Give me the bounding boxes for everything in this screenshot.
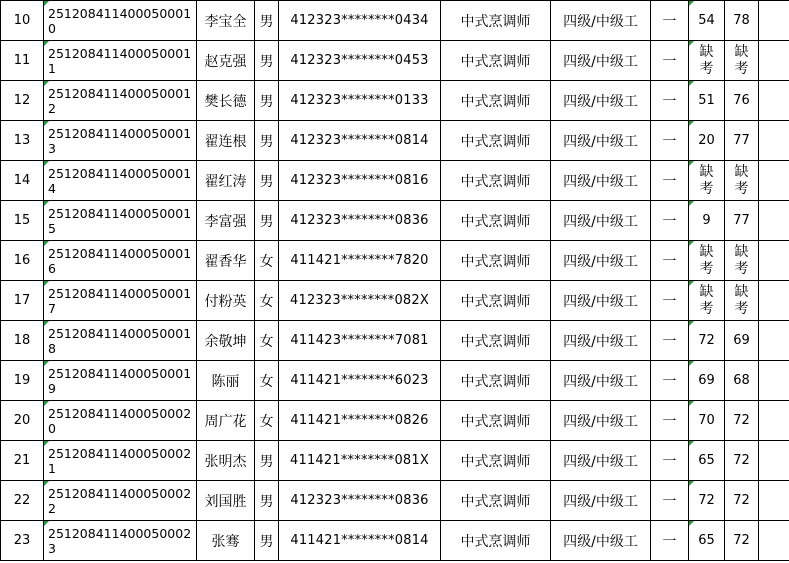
seq-cell[interactable]: 22	[1, 481, 44, 521]
id-number-cell[interactable]: 411423********7081	[279, 321, 441, 361]
gender-cell[interactable]: 男	[255, 441, 279, 481]
id-number-cell[interactable]: 412323********0816	[279, 161, 441, 201]
ticket-number-cell[interactable]: 2512084114000500021	[44, 441, 197, 481]
skill-score-cell[interactable]: 缺考	[725, 41, 759, 81]
id-number-cell[interactable]: 412323********0814	[279, 121, 441, 161]
empty-cell[interactable]	[759, 161, 789, 201]
empty-cell[interactable]	[759, 121, 789, 161]
theory-score-cell[interactable]: 69	[689, 361, 725, 401]
dash-cell[interactable]: 一	[651, 121, 689, 161]
occupation-cell[interactable]: 中式烹调师	[441, 121, 551, 161]
name-cell[interactable]: 张明杰	[197, 441, 255, 481]
id-number-cell[interactable]: 411421********0826	[279, 401, 441, 441]
table-row	[1, 401, 789, 441]
gender-cell[interactable]: 男	[255, 81, 279, 121]
level-cell[interactable]: 四级/中级工	[551, 1, 651, 41]
theory-score-cell[interactable]: 54	[689, 1, 725, 41]
seq-cell[interactable]: 23	[1, 521, 44, 561]
table-row	[1, 361, 789, 401]
empty-cell[interactable]	[759, 481, 789, 521]
name-cell[interactable]: 赵克强	[197, 41, 255, 81]
seq-cell[interactable]: 16	[1, 241, 44, 281]
empty-cell[interactable]	[759, 81, 789, 121]
dash-cell[interactable]: 一	[651, 441, 689, 481]
dash-cell[interactable]: 一	[651, 361, 689, 401]
occupation-cell[interactable]: 中式烹调师	[441, 41, 551, 81]
dash-cell[interactable]: 一	[651, 321, 689, 361]
table-row	[1, 521, 789, 561]
id-number-cell[interactable]: 412323********0133	[279, 81, 441, 121]
table-row	[1, 81, 789, 121]
seq-cell[interactable]: 17	[1, 281, 44, 321]
skill-score-cell[interactable]: 72	[725, 481, 759, 521]
gender-cell[interactable]: 男	[255, 41, 279, 81]
gender-cell[interactable]: 女	[255, 321, 279, 361]
name-cell[interactable]: 樊长德	[197, 81, 255, 121]
gender-cell[interactable]: 男	[255, 1, 279, 41]
theory-score-cell[interactable]: 20	[689, 121, 725, 161]
name-cell[interactable]: 翟红涛	[197, 161, 255, 201]
id-number-cell[interactable]: 412323********0434	[279, 1, 441, 41]
skill-score-cell[interactable]: 77	[725, 121, 759, 161]
ticket-number-cell[interactable]: 2512084114000500018	[44, 321, 197, 361]
id-number-cell[interactable]: 411421********0814	[279, 521, 441, 561]
dash-cell[interactable]: 一	[651, 401, 689, 441]
empty-cell[interactable]	[759, 321, 789, 361]
occupation-cell[interactable]: 中式烹调师	[441, 201, 551, 241]
theory-score-cell[interactable]: 缺考	[689, 241, 725, 281]
skill-score-cell[interactable]: 78	[725, 1, 759, 41]
gender-cell[interactable]: 男	[255, 121, 279, 161]
ticket-number-cell[interactable]: 2512084114000500023	[44, 521, 197, 561]
name-cell[interactable]: 付粉英	[197, 281, 255, 321]
occupation-cell[interactable]: 中式烹调师	[441, 241, 551, 281]
occupation-cell[interactable]: 中式烹调师	[441, 441, 551, 481]
ticket-number-cell[interactable]: 2512084114000500012	[44, 81, 197, 121]
name-cell[interactable]: 翟香华	[197, 241, 255, 281]
name-cell[interactable]: 周广花	[197, 401, 255, 441]
level-cell[interactable]: 四级/中级工	[551, 241, 651, 281]
level-cell[interactable]: 四级/中级工	[551, 81, 651, 121]
ticket-number-cell[interactable]: 2512084114000500013	[44, 121, 197, 161]
gender-cell[interactable]: 男	[255, 481, 279, 521]
id-number-cell[interactable]: 412323********0836	[279, 201, 441, 241]
ticket-number-cell[interactable]: 2512084114000500016	[44, 241, 197, 281]
name-cell[interactable]: 张骞	[197, 521, 255, 561]
id-number-cell[interactable]: 412323********0836	[279, 481, 441, 521]
theory-score-cell[interactable]: 65	[689, 521, 725, 561]
seq-cell[interactable]: 15	[1, 201, 44, 241]
theory-score-cell[interactable]: 70	[689, 401, 725, 441]
table-row	[1, 481, 789, 521]
id-number-cell[interactable]: 412323********0453	[279, 41, 441, 81]
empty-cell[interactable]	[759, 441, 789, 481]
dash-cell[interactable]: 一	[651, 481, 689, 521]
empty-cell[interactable]	[759, 241, 789, 281]
ticket-number-cell[interactable]: 2512084114000500017	[44, 281, 197, 321]
ticket-number-cell[interactable]: 2512084114000500020	[44, 401, 197, 441]
name-cell[interactable]: 陈丽	[197, 361, 255, 401]
dash-cell[interactable]: 一	[651, 41, 689, 81]
table-row	[1, 441, 789, 481]
ticket-number-cell[interactable]: 2512084114000500019	[44, 361, 197, 401]
dash-cell[interactable]: 一	[651, 281, 689, 321]
gender-cell[interactable]: 女	[255, 361, 279, 401]
occupation-cell[interactable]: 中式烹调师	[441, 401, 551, 441]
seq-cell[interactable]: 12	[1, 81, 44, 121]
level-cell[interactable]: 四级/中级工	[551, 281, 651, 321]
level-cell[interactable]: 四级/中级工	[551, 441, 651, 481]
gender-cell[interactable]: 女	[255, 241, 279, 281]
empty-cell[interactable]	[759, 401, 789, 441]
seq-cell[interactable]: 20	[1, 401, 44, 441]
level-cell[interactable]: 四级/中级工	[551, 201, 651, 241]
name-cell[interactable]: 李宝全	[197, 1, 255, 41]
empty-cell[interactable]	[759, 1, 789, 41]
id-number-cell[interactable]: 411421********081X	[279, 441, 441, 481]
empty-cell[interactable]	[759, 201, 789, 241]
gender-cell[interactable]: 女	[255, 281, 279, 321]
table-row	[1, 161, 789, 201]
seq-cell[interactable]: 10	[1, 1, 44, 41]
level-cell[interactable]: 四级/中级工	[551, 401, 651, 441]
occupation-cell[interactable]: 中式烹调师	[441, 81, 551, 121]
table-row	[1, 201, 789, 241]
theory-score-cell[interactable]: 72	[689, 321, 725, 361]
seq-cell[interactable]: 14	[1, 161, 44, 201]
level-cell[interactable]: 四级/中级工	[551, 521, 651, 561]
dash-cell[interactable]: 一	[651, 241, 689, 281]
gender-cell[interactable]: 女	[255, 401, 279, 441]
table-row	[1, 121, 789, 161]
table-body	[1, 1, 789, 561]
name-cell[interactable]: 余敬坤	[197, 321, 255, 361]
dash-cell[interactable]: 一	[651, 161, 689, 201]
level-cell[interactable]: 四级/中级工	[551, 41, 651, 81]
level-cell[interactable]: 四级/中级工	[551, 321, 651, 361]
dash-cell[interactable]: 一	[651, 1, 689, 41]
skill-score-cell[interactable]: 72	[725, 441, 759, 481]
skill-score-cell[interactable]: 72	[725, 521, 759, 561]
empty-cell[interactable]	[759, 281, 789, 321]
skill-score-cell[interactable]: 72	[725, 401, 759, 441]
ticket-number-cell[interactable]: 2512084114000500022	[44, 481, 197, 521]
level-cell[interactable]: 四级/中级工	[551, 361, 651, 401]
ticket-number-cell[interactable]: 2512084114000500011	[44, 41, 197, 81]
table-row	[1, 41, 789, 81]
skill-score-cell[interactable]: 68	[725, 361, 759, 401]
gender-cell[interactable]: 男	[255, 201, 279, 241]
table-row	[1, 321, 789, 361]
seq-cell[interactable]: 11	[1, 41, 44, 81]
level-cell[interactable]: 四级/中级工	[551, 121, 651, 161]
skill-score-cell[interactable]: 77	[725, 201, 759, 241]
ticket-number-cell[interactable]: 2512084114000500014	[44, 161, 197, 201]
theory-score-cell[interactable]: 9	[689, 201, 725, 241]
occupation-cell[interactable]: 中式烹调师	[441, 321, 551, 361]
table-row	[1, 281, 789, 321]
gender-cell[interactable]: 男	[255, 161, 279, 201]
theory-score-cell[interactable]: 缺考	[689, 161, 725, 201]
id-number-cell[interactable]: 411421********7820	[279, 241, 441, 281]
ticket-number-cell[interactable]: 2512084114000500015	[44, 201, 197, 241]
seq-cell[interactable]: 19	[1, 361, 44, 401]
name-cell[interactable]: 李富强	[197, 201, 255, 241]
theory-score-cell[interactable]: 缺考	[689, 281, 725, 321]
empty-cell[interactable]	[759, 521, 789, 561]
occupation-cell[interactable]: 中式烹调师	[441, 481, 551, 521]
table-row	[1, 1, 789, 41]
name-cell[interactable]: 刘国胜	[197, 481, 255, 521]
skill-score-cell[interactable]: 69	[725, 321, 759, 361]
id-number-cell[interactable]: 412323********082X	[279, 281, 441, 321]
dash-cell[interactable]: 一	[651, 521, 689, 561]
skill-score-cell[interactable]: 缺考	[725, 281, 759, 321]
dash-cell[interactable]: 一	[651, 201, 689, 241]
occupation-cell[interactable]: 中式烹调师	[441, 521, 551, 561]
dash-cell[interactable]: 一	[651, 81, 689, 121]
theory-score-cell[interactable]: 缺考	[689, 41, 725, 81]
level-cell[interactable]: 四级/中级工	[551, 161, 651, 201]
skill-score-cell[interactable]: 76	[725, 81, 759, 121]
occupation-cell[interactable]: 中式烹调师	[441, 361, 551, 401]
theory-score-cell[interactable]: 51	[689, 81, 725, 121]
id-number-cell[interactable]: 411421********6023	[279, 361, 441, 401]
ticket-number-cell[interactable]: 2512084114000500010	[44, 1, 197, 41]
table-row	[1, 241, 789, 281]
level-cell[interactable]: 四级/中级工	[551, 481, 651, 521]
gender-cell[interactable]: 男	[255, 521, 279, 561]
theory-score-cell[interactable]: 65	[689, 441, 725, 481]
seq-cell[interactable]: 13	[1, 121, 44, 161]
skill-score-cell[interactable]: 缺考	[725, 161, 759, 201]
skill-score-cell[interactable]: 缺考	[725, 241, 759, 281]
theory-score-cell[interactable]: 72	[689, 481, 725, 521]
occupation-cell[interactable]: 中式烹调师	[441, 161, 551, 201]
name-cell[interactable]: 翟连根	[197, 121, 255, 161]
occupation-cell[interactable]: 中式烹调师	[441, 1, 551, 41]
empty-cell[interactable]	[759, 41, 789, 81]
seq-cell[interactable]: 21	[1, 441, 44, 481]
occupation-cell[interactable]: 中式烹调师	[441, 281, 551, 321]
empty-cell[interactable]	[759, 361, 789, 401]
seq-cell[interactable]: 18	[1, 321, 44, 361]
